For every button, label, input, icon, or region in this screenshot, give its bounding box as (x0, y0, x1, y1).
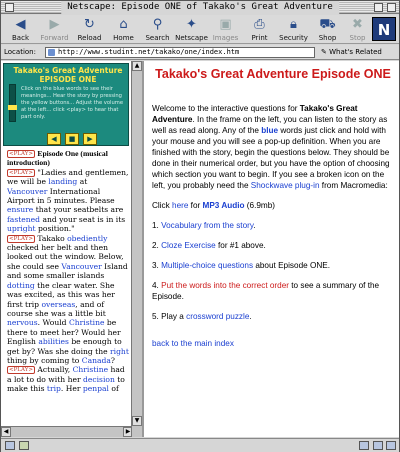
story-keyword-link[interactable]: Christine (72, 365, 109, 375)
collapse-box-icon[interactable] (387, 3, 396, 12)
question-3 (152, 260, 396, 271)
window-title: Netscape: Episode ONE of Takako's Great Adventure (61, 1, 339, 14)
story-keyword-link[interactable]: nervous (7, 318, 38, 328)
story-text-segment: the clear water. She was excited, as this was her first trip (7, 280, 115, 309)
url-text: http://www.studint.net/takako/one/index.htm (58, 48, 240, 56)
intro-text: from Macromedia: (319, 181, 388, 190)
security-status-icon[interactable] (5, 441, 15, 450)
forward-arrow-icon: ▶ (49, 17, 60, 32)
story-keyword-link[interactable]: Vancouver (7, 186, 48, 196)
story-keyword-link[interactable]: overseas (41, 299, 76, 309)
question-number: 4. (152, 281, 162, 290)
navigator-icon[interactable] (359, 441, 369, 450)
vertical-scrollbar[interactable] (131, 61, 142, 437)
question-number: 1. (152, 221, 162, 230)
player-instructions: Click on the blue words to see their meanings... Hear the story by pressing the yellow buttons... Adjust the volume at the left... click <play> to hear that part only. (21, 86, 124, 120)
question-suffix: . (249, 312, 252, 321)
reload-button[interactable] (73, 16, 106, 43)
images-icon: ▣ (219, 17, 232, 32)
forward-button[interactable] (38, 16, 71, 43)
play-tag[interactable]: <PLAY> (9, 367, 33, 374)
mail-icon[interactable] (373, 441, 383, 450)
scroll-left-icon[interactable]: ◀ (1, 427, 11, 437)
stop-icon: ✖ (352, 17, 363, 32)
images-button[interactable] (209, 16, 242, 43)
back-button[interactable] (4, 16, 37, 43)
page-title: Takako's Great Adventure Episode ONE (155, 67, 391, 81)
story-keyword-link[interactable]: ensure (7, 205, 34, 215)
player-controls (47, 126, 101, 145)
story-title-text: Takako's Great Adventure (152, 104, 358, 124)
shockwave-link[interactable]: Shockwave plug-in (250, 181, 320, 190)
word-order-link[interactable]: Put the words into the correct order (161, 281, 289, 290)
question-suffix: for #1 above. (215, 241, 266, 250)
intro-text: words just click and hold with your mouse and you will see a pop-up definition. When you are finished with the story, begin the questions below. They should be done in their numerical order, but you have the option of choosing which section you want to begin. If you see a broken icon on the left, you probably need the (152, 126, 390, 190)
question-suffix: about Episode ONE. (253, 261, 330, 270)
location-bar (1, 45, 399, 60)
story-text-segment: thing by coming to (7, 355, 82, 365)
print-button[interactable] (243, 16, 276, 43)
audio-pre: Click (152, 201, 173, 210)
play-button[interactable]: ▶ (83, 133, 97, 145)
story-text-segment: that your seatbelts are (33, 205, 124, 215)
story-text-segment: of (108, 384, 119, 394)
crossword-link[interactable]: crossword puzzle (186, 312, 250, 321)
story-keyword-link[interactable]: dotting (7, 280, 35, 290)
netscape-label: Netscape (175, 34, 208, 42)
audio-mid: for (188, 201, 203, 210)
story-text-segment: , and of course she was a little bit (7, 299, 106, 318)
story-keyword-link[interactable]: obediently (67, 233, 108, 243)
question-number: 3. (152, 261, 162, 270)
multiple-choice-link[interactable]: Multiple-choice questions (161, 261, 254, 270)
scroll-right-icon[interactable]: ▶ (123, 427, 133, 437)
story-text-segment: be there to meet her? Would her English (7, 318, 121, 347)
page-content (1, 61, 399, 437)
story-keyword-link[interactable]: Canada (81, 355, 111, 365)
story-text-segment: Actually, (37, 365, 73, 375)
story-keyword-link[interactable]: fastened (7, 214, 41, 224)
story-keyword-link[interactable]: trip (46, 384, 61, 394)
question-suffix: to see a summary of the Episode. (152, 281, 380, 301)
question-number: 5. Play a (152, 312, 187, 321)
story-text-segment: to make this (7, 374, 125, 394)
story-keyword-link[interactable]: upright (7, 224, 36, 234)
play-tag[interactable]: <PLAY> (9, 169, 33, 176)
play-tag[interactable]: <PLAY> (9, 235, 33, 242)
story-keyword-link[interactable]: penpal (82, 384, 109, 394)
volume-slider[interactable] (9, 84, 16, 122)
back-to-index-link[interactable]: back to the main index (152, 339, 234, 348)
story-text-segment: and your seat is in its (40, 214, 126, 224)
blue-keyword: blue (261, 126, 279, 135)
home-button[interactable] (107, 16, 140, 43)
questions-body (152, 103, 396, 358)
netscape-logo[interactable]: N (372, 17, 396, 41)
home-label: Home (113, 34, 134, 42)
component-bar-icon[interactable] (19, 441, 29, 450)
lock-icon: 🔒︎ (290, 17, 297, 32)
shop-label: Shop (318, 34, 337, 42)
forward-label: Forward (40, 34, 69, 42)
story-heading: Episode One (musical introduction) (7, 149, 108, 168)
story-frame (1, 61, 144, 437)
scroll-up-icon[interactable]: ▲ (132, 61, 142, 71)
question-1 (152, 220, 396, 231)
stop-audio-button[interactable]: ■ (65, 133, 79, 145)
story-text-segment: Island and some smaller islands (7, 261, 128, 281)
story-text (7, 149, 129, 437)
story-text-segment: ? (110, 355, 115, 365)
netscape-icon: ✦ (186, 17, 197, 32)
audio-size: (6.9mb) (244, 201, 275, 210)
story-keyword-link[interactable]: Christine (68, 318, 105, 328)
home-icon: ⌂ (119, 17, 128, 32)
cloze-exercise-link[interactable]: Cloze Exercise (161, 241, 216, 250)
question-2 (152, 240, 396, 251)
shop-button[interactable] (311, 16, 344, 43)
story-text-segment: International Airport in 5 minutes. Please (7, 186, 115, 206)
story-keyword-link[interactable]: abilities (38, 337, 69, 347)
story-text-segment: be enough to get by? Was she doing the (7, 337, 122, 356)
close-box-icon[interactable] (5, 3, 14, 12)
story-text-segment: position." (35, 224, 75, 234)
intro-text: . In the frame on the left, you can listen to the story as well as read along. Any of the (152, 115, 388, 135)
url-field[interactable] (45, 47, 315, 58)
rewind-button[interactable]: ◀ (47, 133, 61, 145)
intro-paragraph (152, 103, 396, 191)
search-label: Search (145, 34, 170, 42)
story-text-segment: at (77, 177, 88, 187)
question-number: 2. (152, 241, 162, 250)
zoom-box-icon[interactable] (374, 3, 383, 12)
composer-icon[interactable] (386, 441, 396, 450)
netscape-button[interactable] (175, 16, 208, 43)
audio-player (3, 63, 129, 146)
story-keyword-link[interactable]: right (110, 346, 129, 356)
reload-icon: ↻ (84, 17, 95, 32)
story-text-segment: "Ladies and gentlemen, we will be (7, 167, 129, 187)
question-4 (152, 280, 396, 302)
horizontal-scrollbar[interactable] (1, 426, 133, 437)
story-text-segment: . Her (60, 384, 83, 394)
intro-text: Welcome to the interactive questions for (152, 104, 300, 113)
navigation-toolbar (1, 15, 399, 44)
print-label: Print (251, 34, 268, 42)
location-label: Location: (4, 48, 36, 56)
status-bar (1, 438, 399, 452)
search-button[interactable] (141, 16, 174, 43)
player-title: Takako's Great Adventure EPISODE ONE (13, 66, 123, 84)
story-keyword-link[interactable]: decision (83, 374, 115, 384)
story-text-segment: Takako (37, 233, 68, 243)
security-label: Security (279, 34, 308, 42)
page-proxy-icon[interactable] (48, 49, 55, 56)
reload-label: Reload (77, 34, 102, 42)
story-text-segment: . Would (37, 318, 69, 328)
story-text-segment: checked her belt and then looked out the window. Below, she could see (7, 243, 124, 271)
question-5 (152, 311, 396, 322)
question-suffix: . (253, 221, 256, 230)
story-keyword-link[interactable]: Vancouver (61, 261, 102, 271)
mp3-here-link[interactable]: here (172, 201, 189, 210)
volume-knob[interactable] (8, 105, 17, 110)
back-label: Back (12, 34, 29, 42)
title-bar[interactable] (1, 1, 399, 14)
whats-related-label: What's Related (329, 48, 382, 56)
audio-line (152, 200, 396, 211)
search-icon: ⚲ (152, 17, 163, 32)
back-line (152, 338, 396, 349)
back-arrow-icon: ◀ (15, 17, 26, 32)
print-icon: ⎙ (254, 17, 265, 32)
stop-label: Stop (349, 34, 366, 42)
play-tag[interactable]: <PLAY> (9, 151, 33, 157)
security-button[interactable] (277, 16, 310, 43)
shop-icon: ⛟ (319, 17, 336, 32)
scroll-down-icon[interactable]: ▼ (132, 416, 142, 426)
mp3-audio-link[interactable]: MP3 Audio (202, 201, 245, 210)
questions-frame (146, 61, 399, 437)
whats-related-button[interactable]: ✎ What's Related (321, 48, 382, 56)
stop-button[interactable] (341, 16, 374, 43)
story-text-segment: had a lot to do with her (7, 365, 125, 384)
story-keyword-link[interactable]: landing (48, 177, 78, 187)
vocabulary-link[interactable]: Vocabulary from the story (161, 221, 254, 230)
images-label: Images (212, 34, 239, 42)
